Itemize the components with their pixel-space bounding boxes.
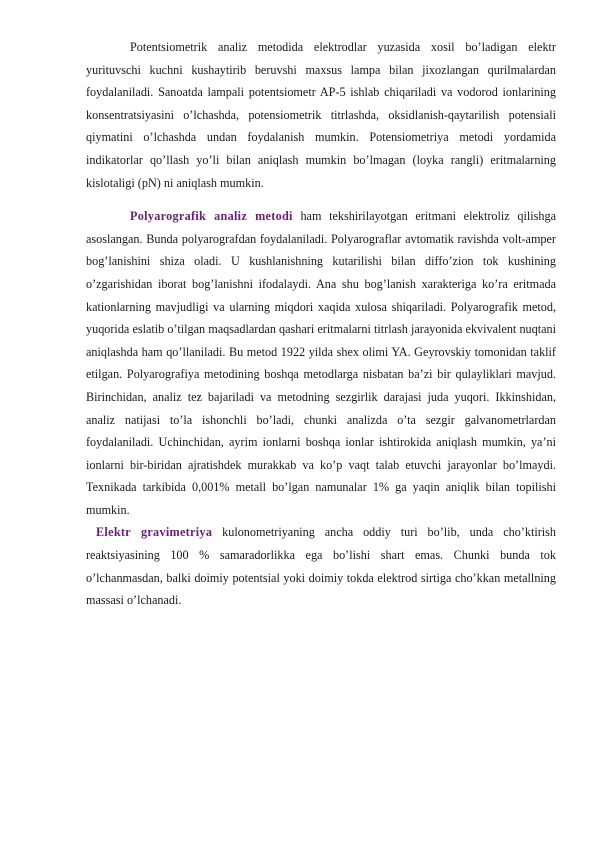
term-polarographic: Polyarografik analiz metodi	[130, 209, 293, 224]
document-body	[86, 36, 556, 612]
paragraph-potentiometric	[86, 36, 556, 194]
paragraph-electrogravimetry	[86, 521, 556, 611]
paragraph-polarographic	[86, 205, 556, 521]
paragraph-text: kulonometriyaning ancha oddiy turi bo’lib, unda cho’ktirish reaktsiyasining 100 % samaradorlikka ega bo’lishi shart emas. Chunki bunda tok o’lchanmasdan, balki doimiy potentsial yoki doimiy tokda elektrod sirtiga cho’kkan metallning massasi o’lchanadi.	[86, 525, 556, 608]
paragraph-text: ham tekshirilayotgan eritmani elektroliz qilishga asoslangan. Bunda polyarografdan foydalaniladi. Polyarograflar avtomatik ravishda volt-amper bog’lanishini shiza oladi. U kushlanishning kutarilishi bilan diffo’zion tok kushining o’zgarishidan iborat bog’lanishni ifodalaydi. Ana shu bog’lanish xarakteriga ko’ra eritmada kationlarning mavjudligi va ularning miqdori xaqida xulosa shiqariladi. Polyarografik metod, yuqorida eslatib o’tilgan maqsadlardan qashari eritmalarni titrlash jarayonida ekvivalent nuqtani aniqlashda ham qo’llaniladi. Bu metod 1922 yilda shex olimi YA. Geyrovskiy tomonidan taklif etilgan. Polyarografiya metodining boshqa metodlarga nisbatan ba’zi bir qulayliklari mavjud. Birinchidan, analiz tez bajariladi va metodning sezgirlik darajasi juda yuqori. Ikkinshidan, analiz natijasi to’la ishonchli bo’ladi, chunki analizda o’ta sezgir galvanometrlardan foydalaniladi. Uchinchidan, ayrim ionlarni boshqa ionlar ishtirokida aniqlash mumkin, ya’ni ionlarni bir-biridan ajratishdek murakkab va ko’p vaqt talab etuvchi jarayonlar bo’lmaydi. Texnikada tarkibida 0,001% metall bo’lgan namunalar 1% ga yaqin aniqlik bilan topilishi mumkin.	[86, 209, 556, 517]
term-electrogravimetry: Elektr gravimetriya	[96, 525, 213, 540]
paragraph-text: Potentsiometrik analiz metodida elektrodlar yuzasida xosil bo’ladigan elektr yurituvschi kuchni kushaytirib beruvshi maxsus lampa bilan jixozlangan qurilmalardan foydalaniladi. Sanoatda lampali potentsiometr AP-5 ishlab chiqariladi va vodorod ionlarining konsentratsiyasini o’lchashda, potensiometrik titrlashda, oksidlanish-qaytarilish potensiali qiymatini o’lchashda undan foydalanish mumkin. Potensiometriya metodi yordamida indikatorlar qo’llash yo’li bilan aniqlash mumkin bo’lmagan (loyka rangli) eritmalarning kislotaligi (pN) ni aniqlash mumkin.	[86, 40, 556, 190]
